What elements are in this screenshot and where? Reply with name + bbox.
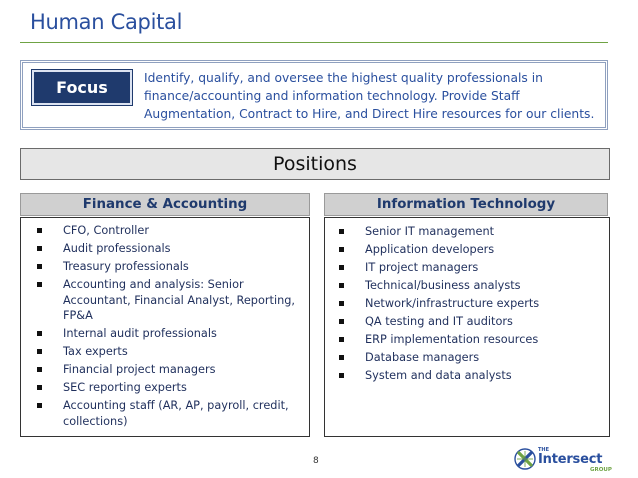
information-technology-header: Information Technology — [324, 193, 608, 216]
list-item — [37, 362, 301, 378]
list-item — [37, 259, 301, 275]
bullet-square-icon — [37, 349, 42, 354]
bullet-square-icon — [37, 403, 42, 408]
page-number: 8 — [313, 456, 319, 466]
list-item-label: Audit professionals — [63, 241, 171, 255]
bullet-square-icon — [339, 373, 344, 378]
list-item-label: Database managers — [365, 350, 480, 364]
list-item-label: Financial project managers — [63, 363, 216, 377]
list-item — [339, 242, 601, 258]
intersect-group-logo — [514, 446, 614, 476]
positions-heading: Positions — [20, 148, 610, 180]
list-item-label: Treasury professionals — [63, 259, 189, 273]
logo-suffix: GROUP — [590, 467, 612, 473]
bullet-square-icon — [37, 367, 42, 372]
list-item-label: SEC reporting experts — [63, 381, 187, 395]
bullet-square-icon — [339, 301, 344, 306]
list-item — [37, 344, 301, 360]
list-item-label: Accounting staff (AR, AP, payroll, credit, collections) — [63, 399, 289, 428]
list-item — [339, 296, 601, 312]
list-item-label: System and data analysts — [365, 368, 512, 382]
information-technology-list — [325, 218, 609, 383]
list-item-label: Network/infrastructure experts — [365, 296, 540, 310]
list-item-label: Tax experts — [63, 345, 128, 359]
list-item — [339, 368, 601, 384]
bullet-square-icon — [37, 331, 42, 336]
bullet-square-icon — [37, 246, 42, 251]
list-item — [339, 332, 601, 348]
bullet-square-icon — [37, 385, 42, 390]
slide-title: Human Capital — [30, 10, 183, 34]
list-item — [37, 326, 301, 342]
list-item-label: ERP implementation resources — [365, 332, 539, 346]
list-item — [37, 398, 301, 429]
bullet-square-icon — [339, 319, 344, 324]
list-item — [37, 223, 301, 239]
list-item — [339, 278, 601, 294]
list-item-label: Technical/business analysts — [365, 278, 521, 292]
list-item — [37, 380, 301, 396]
bullet-square-icon — [37, 282, 42, 287]
list-item-label: Accounting and analysis: Senior Accountant, Financial Analyst, Reporting, FP&A — [63, 277, 296, 323]
list-item — [339, 224, 601, 240]
focus-description: Identify, qualify, and oversee the highest quality professionals in finance/accounting and information technology. Provide Staff Augmentation, Contract to Hire, and Direct Hire resources for our clients. — [144, 71, 595, 121]
bullet-square-icon — [339, 247, 344, 252]
list-item — [339, 314, 601, 330]
bullet-square-icon — [37, 264, 42, 269]
intersect-logo-icon — [514, 448, 536, 470]
list-item-label: Internal audit professionals — [63, 327, 217, 341]
title-divider — [20, 42, 608, 43]
bullet-square-icon — [339, 337, 344, 342]
bullet-square-icon — [37, 228, 42, 233]
logo-prefix: THE — [538, 447, 550, 453]
list-item-label: QA testing and IT auditors — [365, 314, 513, 328]
list-item-label: Application developers — [365, 242, 495, 256]
focus-box — [20, 60, 608, 130]
list-item-label: CFO, Controller — [63, 224, 150, 237]
list-item — [339, 260, 601, 276]
bullet-square-icon — [339, 355, 344, 360]
bullet-square-icon — [339, 265, 344, 270]
finance-accounting-header: Finance & Accounting — [20, 193, 310, 216]
list-item — [339, 350, 601, 366]
finance-accounting-list-box — [20, 217, 310, 437]
list-item — [37, 277, 301, 324]
bullet-square-icon — [339, 229, 344, 234]
list-item-label: Senior IT management — [365, 225, 495, 238]
focus-label: Focus — [32, 70, 132, 105]
list-item — [37, 241, 301, 257]
list-item-label: IT project managers — [365, 260, 479, 274]
finance-accounting-list — [21, 218, 309, 429]
bullet-square-icon — [339, 283, 344, 288]
logo-name: Intersect — [538, 452, 603, 467]
information-technology-list-box — [324, 217, 610, 437]
